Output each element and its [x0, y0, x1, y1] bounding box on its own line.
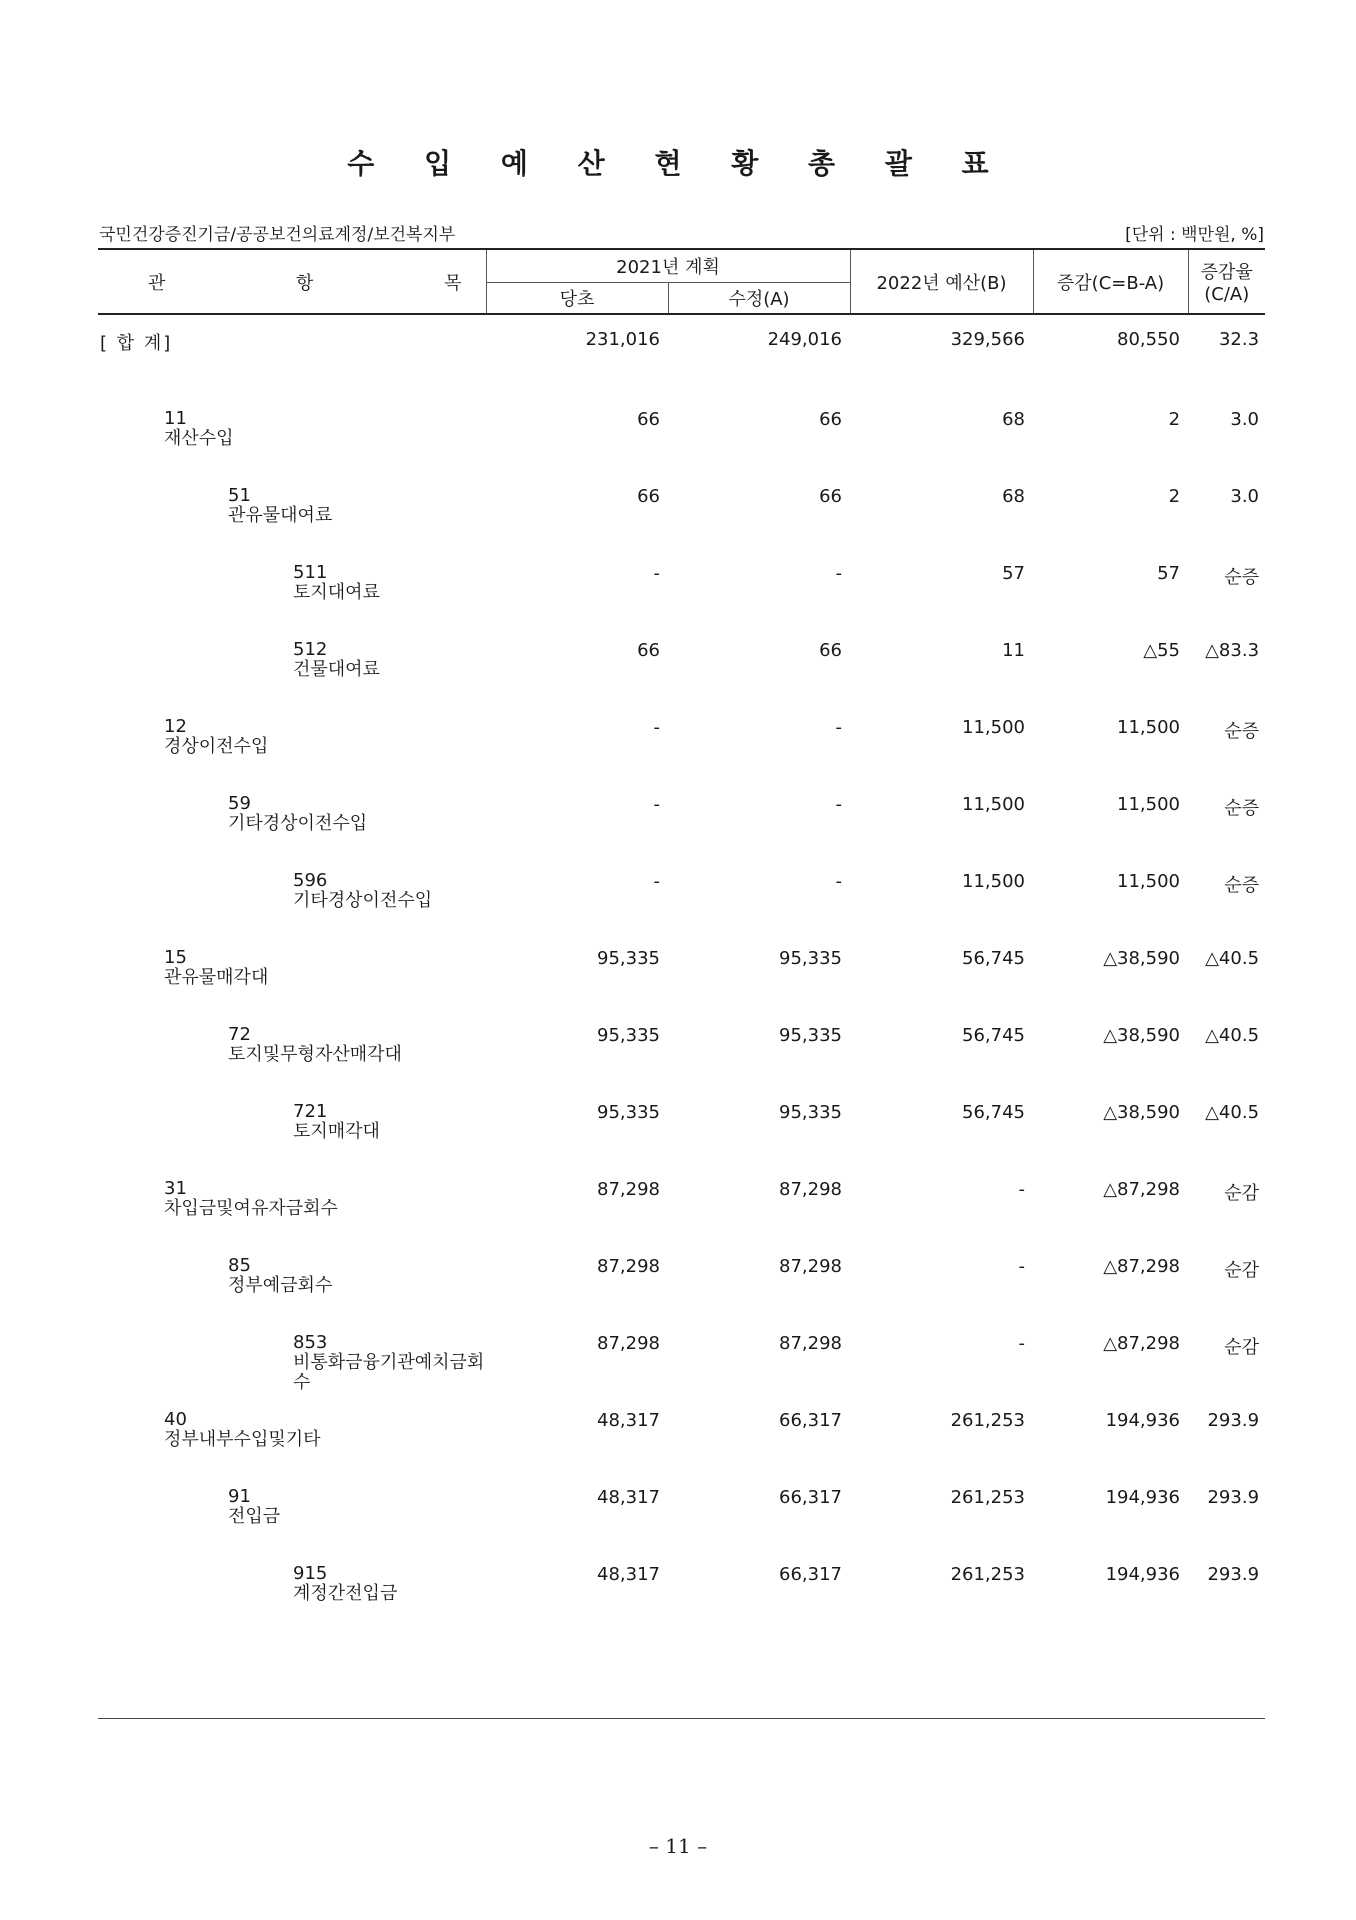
row-code: 721: [293, 1101, 328, 1122]
row-rate: 293.9: [1207, 1487, 1260, 1508]
row-original: 87,298: [597, 1179, 660, 1200]
row-name: 기타경상이전수입: [228, 813, 368, 834]
table-row: [98, 1165, 1265, 1242]
row-name: 전입금: [228, 1506, 281, 1527]
row-original: 95,335: [597, 1025, 660, 1046]
row-name: 기타경상이전수입: [293, 890, 433, 911]
row-code: 59: [228, 793, 251, 814]
row-rate: 293.9: [1207, 1564, 1260, 1585]
row-budget-2022: 261,253: [950, 1564, 1026, 1585]
row-code: 512: [293, 639, 328, 660]
row-label: [98, 1473, 486, 1550]
header-original: 당초: [486, 283, 668, 315]
header-diff: 증감(C=B-A): [1033, 249, 1188, 314]
row-diff: △55: [1143, 640, 1181, 661]
revenue-budget-table: [98, 248, 1265, 1627]
row-label: [98, 472, 486, 549]
row-code: 11: [164, 408, 187, 429]
row-label: [98, 934, 486, 1011]
row-label: [98, 1165, 486, 1242]
table-row: [98, 780, 1265, 857]
row-rate: 순감: [1224, 1260, 1260, 1281]
row-code: 511: [293, 562, 328, 583]
row-name: 토지매각대: [293, 1121, 380, 1142]
row-label: [98, 395, 486, 472]
row-revised: -: [835, 717, 843, 738]
row-revised: 95,335: [779, 948, 843, 969]
table-row: [98, 1473, 1265, 1550]
header-rate-line2: (C/A): [1204, 284, 1250, 305]
row-original: -: [653, 717, 660, 738]
row-rate: △40.5: [1205, 948, 1260, 969]
row-rate: 순증: [1224, 567, 1260, 588]
header-budget-2022: 2022년 예산(B): [850, 249, 1033, 314]
row-rate: 순감: [1224, 1183, 1260, 1204]
row-revised: 66,317: [779, 1410, 843, 1431]
row-diff: 194,936: [1105, 1410, 1181, 1431]
row-original: 48,317: [597, 1564, 660, 1585]
row-budget-2022: 11,500: [962, 871, 1026, 892]
row-name: 차입금및여유자금회수: [164, 1198, 338, 1219]
row-revised: 66,317: [779, 1564, 843, 1585]
row-original: 95,335: [597, 948, 660, 969]
row-diff: △38,590: [1103, 1102, 1181, 1123]
header-mok: 목: [444, 272, 462, 294]
row-diff: △38,590: [1103, 1025, 1181, 1046]
row-code: 31: [164, 1178, 187, 1199]
row-label: [98, 1011, 486, 1088]
row-budget-2022: 56,745: [962, 1025, 1026, 1046]
row-name: 경상이전수입: [164, 736, 269, 757]
row-name: 정부내부수입및기타: [164, 1429, 321, 1450]
row-budget-2022: -: [1018, 1256, 1026, 1277]
table-row: [98, 472, 1265, 549]
row-label: [98, 703, 486, 780]
header-gwan: 관: [148, 272, 166, 294]
row-diff: 11,500: [1117, 871, 1181, 892]
row-name: 계정간전입금: [293, 1583, 398, 1604]
row-code: 853: [293, 1332, 328, 1353]
row-rate: △83.3: [1205, 640, 1260, 661]
row-original: -: [653, 563, 660, 584]
row-code: 596: [293, 870, 328, 891]
row-budget-2022: 261,253: [950, 1487, 1026, 1508]
header-rate: [1188, 249, 1265, 314]
row-revised: -: [835, 871, 843, 892]
header-plan-2021: 2021년 계획: [486, 249, 850, 283]
row-diff: 2: [1168, 486, 1181, 507]
row-revised: 66: [819, 486, 843, 507]
table-row: [98, 549, 1265, 626]
row-revised: 66: [819, 640, 843, 661]
table-row: [98, 703, 1265, 780]
table-row: [98, 1088, 1265, 1165]
row-name: 토지및무형자산매각대: [228, 1044, 402, 1065]
row-revised: 66: [819, 409, 843, 430]
row-name: 건물대여료: [293, 659, 380, 680]
row-rate: △40.5: [1205, 1102, 1260, 1123]
row-diff: △87,298: [1103, 1333, 1181, 1354]
row-code: 915: [293, 1563, 328, 1584]
row-original: 66: [637, 409, 660, 430]
header-classification: [98, 249, 486, 314]
row-diff: △38,590: [1103, 948, 1181, 969]
row-budget-2022: 56,745: [962, 1102, 1026, 1123]
row-original: 48,317: [597, 1487, 660, 1508]
table-row: [98, 857, 1265, 934]
row-revised: 95,335: [779, 1025, 843, 1046]
total-revised: 249,016: [767, 329, 843, 350]
row-original: 95,335: [597, 1102, 660, 1123]
row-diff: 2: [1168, 409, 1181, 430]
account-path: 국민건강증진기금/공공보건의료계정/보건복지부: [99, 225, 456, 245]
row-original: 66: [637, 640, 660, 661]
row-original: 87,298: [597, 1333, 660, 1354]
row-budget-2022: -: [1018, 1333, 1026, 1354]
row-budget-2022: 11,500: [962, 717, 1026, 738]
row-revised: -: [835, 563, 843, 584]
row-name: 비통화금융기관예치금회수: [293, 1352, 485, 1393]
row-budget-2022: 11,500: [962, 794, 1026, 815]
table-row: [98, 626, 1265, 703]
row-code: 85: [228, 1255, 251, 1276]
row-rate: 3.0: [1230, 409, 1260, 430]
row-revised: 87,298: [779, 1333, 843, 1354]
row-code: 40: [164, 1409, 187, 1430]
row-budget-2022: 57: [1002, 563, 1026, 584]
row-diff: 11,500: [1117, 717, 1181, 738]
row-rate: 3.0: [1230, 486, 1260, 507]
table-row: [98, 934, 1265, 1011]
row-name: 관유물대여료: [228, 505, 333, 526]
row-rate: 순증: [1224, 721, 1260, 742]
row-label: [98, 1396, 486, 1473]
row-rate: 순증: [1224, 875, 1260, 896]
row-original: 48,317: [597, 1410, 660, 1431]
page-title: 수 입 예 산 현 황 총 괄 표: [347, 147, 1009, 180]
row-revised: 87,298: [779, 1256, 843, 1277]
row-diff: △87,298: [1103, 1256, 1181, 1277]
row-original: -: [653, 871, 660, 892]
row-revised: 95,335: [779, 1102, 843, 1123]
row-diff: 11,500: [1117, 794, 1181, 815]
row-code: 15: [164, 947, 187, 968]
row-code: 12: [164, 716, 187, 737]
row-code: 91: [228, 1486, 251, 1507]
row-budget-2022: 261,253: [950, 1410, 1026, 1431]
row-diff: △87,298: [1103, 1179, 1181, 1200]
total-label: [ 합 계]: [100, 333, 173, 354]
header-revised: 수정(A): [668, 283, 850, 315]
total-row: [98, 314, 1265, 395]
total-diff: 80,550: [1117, 329, 1181, 350]
row-rate: 순증: [1224, 798, 1260, 819]
row-label: [98, 1088, 486, 1165]
row-revised: 87,298: [779, 1179, 843, 1200]
total-rate: 32.3: [1218, 329, 1260, 350]
header-rate-line1: 증감율: [1200, 262, 1253, 283]
row-diff: 194,936: [1105, 1487, 1181, 1508]
table-row: [98, 1396, 1265, 1473]
table-row: [98, 1011, 1265, 1088]
total-original: 231,016: [585, 329, 660, 350]
row-rate: 293.9: [1207, 1410, 1260, 1431]
row-rate: 순감: [1224, 1337, 1260, 1358]
table-row: [98, 395, 1265, 472]
row-name: 관유물매각대: [164, 967, 269, 988]
row-label: [98, 549, 486, 626]
table-row: [98, 1242, 1265, 1319]
table-row: [98, 1550, 1265, 1627]
row-budget-2022: 68: [1002, 486, 1026, 507]
table-row: [98, 1319, 1265, 1396]
row-label: [98, 780, 486, 857]
row-rate: △40.5: [1205, 1025, 1260, 1046]
row-budget-2022: 11: [1002, 640, 1026, 661]
row-budget-2022: 56,745: [962, 948, 1026, 969]
row-revised: 66,317: [779, 1487, 843, 1508]
row-label: [98, 1319, 486, 1396]
row-label: [98, 857, 486, 934]
row-budget-2022: 68: [1002, 409, 1026, 430]
row-name: 재산수입: [164, 428, 234, 449]
row-code: 51: [228, 485, 251, 506]
row-label: [98, 1550, 486, 1627]
row-original: 66: [637, 486, 660, 507]
page-number: – 11 –: [648, 1834, 708, 1858]
row-name: 토지대여료: [293, 582, 380, 603]
row-name: 정부예금회수: [228, 1275, 333, 1296]
row-original: 87,298: [597, 1256, 660, 1277]
row-diff: 194,936: [1105, 1564, 1181, 1585]
row-budget-2022: -: [1018, 1179, 1026, 1200]
row-code: 72: [228, 1024, 251, 1045]
header-hang: 항: [296, 272, 314, 294]
row-diff: 57: [1157, 563, 1181, 584]
row-original: -: [653, 794, 660, 815]
row-label: [98, 626, 486, 703]
unit-label: [단위 : 백만원, %]: [1125, 225, 1264, 245]
row-label: [98, 1242, 486, 1319]
footer-divider: [98, 1718, 1265, 1719]
row-revised: -: [835, 794, 843, 815]
total-budget-2022: 329,566: [950, 329, 1026, 350]
